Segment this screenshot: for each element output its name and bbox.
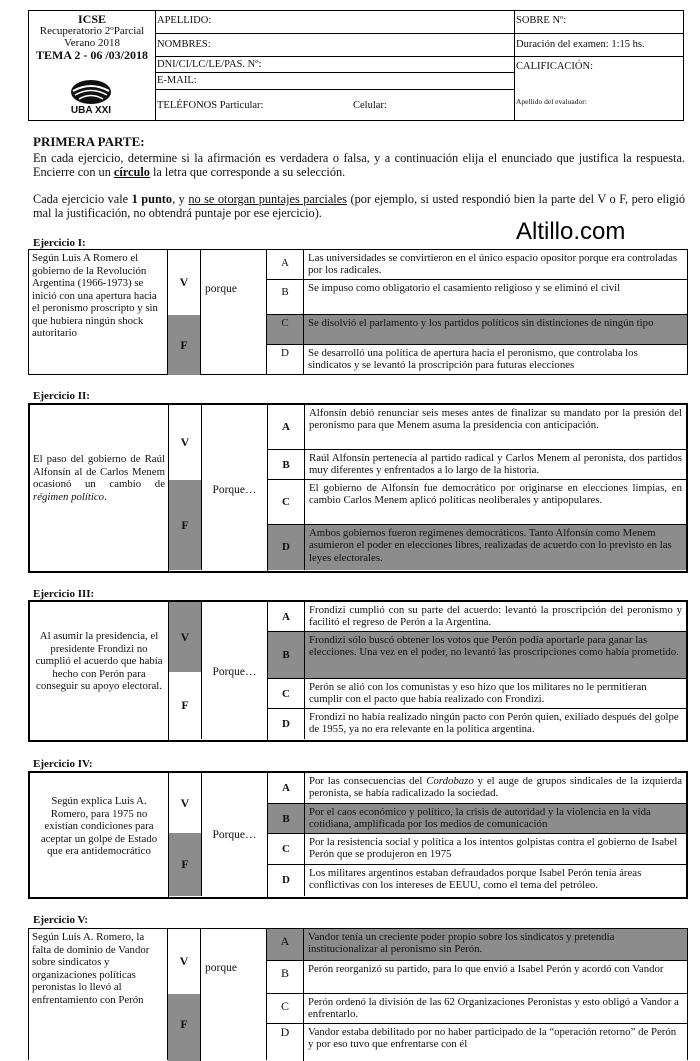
telefono-field[interactable]: TELÉFONOS Particular:	[157, 100, 264, 111]
section-title: PRIMERA PARTE:	[33, 134, 145, 149]
exercise-4-option-d[interactable]: D Los militares argentinos estaban defraudados porque Isabel Perón tenía áreas conflictivas con los intereses de EEUU, como el tema del petróleo.	[268, 865, 686, 896]
exercise-3-title: Ejercicio III:	[33, 588, 95, 600]
exercise-1-statement: Según Luis A Romero el gobierno de la Revolución Argentina (1966-1973) se inició con una apertura hacia el peronismo proscripto y sin que hubiera ningún shock autoritario	[29, 250, 168, 374]
watermark: Altillo.com	[516, 218, 626, 245]
celular-field[interactable]: Celular:	[353, 100, 387, 111]
exercise-2-table	[28, 403, 688, 573]
exercise-1-table	[28, 249, 688, 375]
exercise-5-porque: porque	[201, 929, 267, 1060]
exercise-5-false[interactable]: F	[168, 994, 201, 1061]
exercise-5-title: Ejercicio V:	[33, 914, 89, 926]
email-field[interactable]: E-MAIL:	[157, 75, 197, 86]
exercise-2-option-a[interactable]: A Alfonsín debió renunciar seis meses antes de finalizar su mandato por la presión del peronismo para que Menem asuma la presidencia con anticipación.	[268, 405, 686, 450]
exercise-3-false[interactable]: F	[169, 672, 202, 739]
exercise-4-false[interactable]: F	[169, 833, 202, 896]
exercise-2-title: Ejercicio II:	[33, 390, 90, 402]
exam-topic: TEMA 2 - 06 /03/2018	[35, 48, 148, 62]
exercise-4-option-b[interactable]: B Por el caos económico y político, la crisis de autoridad y la violencia en la vida cotidiana, amplificada por los medios de comunicación	[268, 804, 686, 834]
evaluador-field[interactable]: Apellido del evaluador:	[516, 97, 587, 106]
exercise-3-option-a[interactable]: A Frondizi cumplió con su parte del acuerdo: levantó la proscripción del peronismo y facilitó el regreso de Perón a la Argentina.	[268, 602, 686, 632]
uba-xxi-logo	[61, 77, 121, 115]
exercise-3-porque: Porque…	[202, 602, 268, 740]
exercise-5-table	[28, 928, 688, 1060]
exercise-5-statement: Según Luis A. Romero, la falta de dominio de Vandor sobre sindicatos y organizaciones políticas peronistas lo llevó al enfrentamiento con Perón	[29, 929, 168, 1060]
exercise-1-option-a[interactable]: A Las universidades se convirtieron en el único espacio opositor porque era controladas por los radicales.	[267, 250, 687, 280]
exercise-4-option-a[interactable]: A Por las consecuencias del Cordobazo y el auge de grupos sindicales de la izquierda peronista, se había radicalizado la sociedad.	[268, 773, 686, 804]
exercise-3-option-b[interactable]: B Frondizi sólo buscó obtener los votos que Perón podía aportarle para ganar las elecciones. Una vez en el poder, no levantó las proscripciones como había prometido.	[268, 632, 686, 679]
exercise-2-option-c[interactable]: C El gobierno de Alfonsín fue democrático por originarse en elecciones limpias, en cambio Carlos Menem aplicó políticas neoliberales y antipopulares.	[268, 480, 686, 525]
exam-name: Recuperatorio 2ºParcial	[39, 25, 145, 37]
apellido-field[interactable]: APELLIDO:	[157, 15, 212, 26]
exercise-1-option-d[interactable]: D Se desarrolló una política de apertura hacia el peronismo, que controlaba los sindicatos y se levantó la proscripción para futuras elecciones	[267, 345, 687, 375]
duracion-text: Duración del examen: 1:15 hs.	[516, 39, 645, 50]
exercise-4-statement: Según explica Luis A. Romero, para 1975 no existían condiciones para aceptar un golpe de Estado que era antidemocrático	[30, 773, 169, 897]
nombres-field[interactable]: NOMBRES:	[157, 39, 211, 50]
header-student-fields	[155, 11, 515, 120]
exam-header	[28, 10, 684, 121]
exercise-5-option-a[interactable]: A Vandor tenía un creciente poder propio sobre los sindicatos y pretendía institucionalizar al peronismo sin Perón.	[267, 929, 687, 961]
exercise-5-option-d[interactable]: D Vandor estaba debilitado por no haber participado de la “operación retorno” de Perón y por eso tuvo que enfrentarse con él	[267, 1024, 687, 1061]
scoring-paragraph: Cada ejercicio vale 1 punto, y no se otorgan puntajes parciales (por ejemplo, si usted respondió bien la parte del V o F, pero eligió mal la justificación, no obtendrá puntaje por ese ejercicio).	[33, 192, 686, 220]
exercise-4-table	[28, 771, 688, 899]
calificacion-field[interactable]: CALIFICACIÓN:	[516, 61, 594, 72]
exercise-5-option-c[interactable]: C Perón ordenó la división de las 62 Organizaciones Peronistas y esto obligó a Vandor a enfrentarlo.	[267, 994, 687, 1024]
exercise-2-option-d[interactable]: D Ambos gobiernos fueron regimenes democráticos. Tanto Alfonsín como Menem asumieron el poder en elecciones libres, realizadas de acuerdo con lo previsto en las leyes electorales.	[268, 525, 686, 570]
exercise-2-statement: El paso del gobierno de Raúl Alfonsín al de Carlos Menem ocasionó un cambio de régimen político.	[30, 405, 169, 571]
exercise-4-option-c[interactable]: C Por la resistencia social y política a los intentos golpistas contra el gobierno de Isabel Perón que se produjeron en 1975	[268, 834, 686, 865]
exercise-2-true[interactable]: V	[169, 405, 202, 480]
exercise-3-option-d[interactable]: D Frondizi no había realizado ningún pacto con Perón quien, exiliado después del golpe de 1955, ya no era relevante en la política argentina.	[268, 709, 686, 739]
exercise-5-option-b[interactable]: B Perón reorganizó su partido, para lo que envió a Isabel Perón y acordó con Vandor	[267, 961, 687, 994]
exercise-1-option-c[interactable]: C Se disolvió el parlamento y los partidos políticos sin distinciones de ningún tipo	[267, 315, 687, 345]
exercise-3-statement: Al asumir la presidencia, el presidente Frondizi no cumplió el acuerdo que había hecho con Perón para conseguir su apoyo electoral.	[30, 602, 169, 740]
documento-field[interactable]: DNI/CI/LC/LE/PAS. Nº:	[157, 59, 262, 70]
exercise-2-false[interactable]: F	[169, 480, 202, 570]
header-grading-block	[514, 11, 683, 120]
header-institution-block	[29, 11, 156, 120]
exercise-1-false[interactable]: F	[168, 315, 201, 375]
exercise-1-title: Ejercicio I:	[33, 237, 86, 249]
exercise-1-porque: porque	[201, 250, 267, 374]
exercise-4-porque: Porque…	[202, 773, 268, 897]
sobre-field[interactable]: SOBRE Nº:	[516, 15, 567, 26]
exercise-5-true[interactable]: V	[168, 929, 201, 994]
exercise-3-table	[28, 600, 688, 742]
institution-name: ICSE	[77, 12, 106, 26]
exercise-2-option-b[interactable]: B Raúl Alfonsín pertenecía al partido radical y Carlos Menem al peronista, dos partidos muy diferentes y enfrentados a lo largo de la historia.	[268, 450, 686, 480]
exercise-3-true[interactable]: V	[169, 602, 202, 672]
exercise-4-true[interactable]: V	[169, 773, 202, 833]
logo-text: UBA XXI	[70, 105, 112, 115]
exercise-3-option-c[interactable]: C Perón se alió con los comunistas y eso hizo que los militares no le permitieran cumplir con el pacto que había realizado con Frondizi.	[268, 679, 686, 709]
exercise-4-title: Ejercicio IV:	[33, 758, 93, 770]
exam-term: Verano 2018	[64, 37, 120, 49]
uba-logo-icon	[61, 77, 121, 115]
exercise-1-true[interactable]: V	[168, 250, 201, 315]
exercise-1-option-b[interactable]: B Se impuso como obligatorio el casamiento religioso y se eliminó el civil	[267, 280, 687, 315]
instructions-paragraph: En cada ejercicio, determine si la afirmación es verdadera o falsa, y a continuación elija el enunciado que justifica la respuesta. Encierre con un círculo la letra que corresponde a su selección.	[33, 151, 685, 179]
exercise-2-porque: Porque…	[202, 405, 268, 571]
